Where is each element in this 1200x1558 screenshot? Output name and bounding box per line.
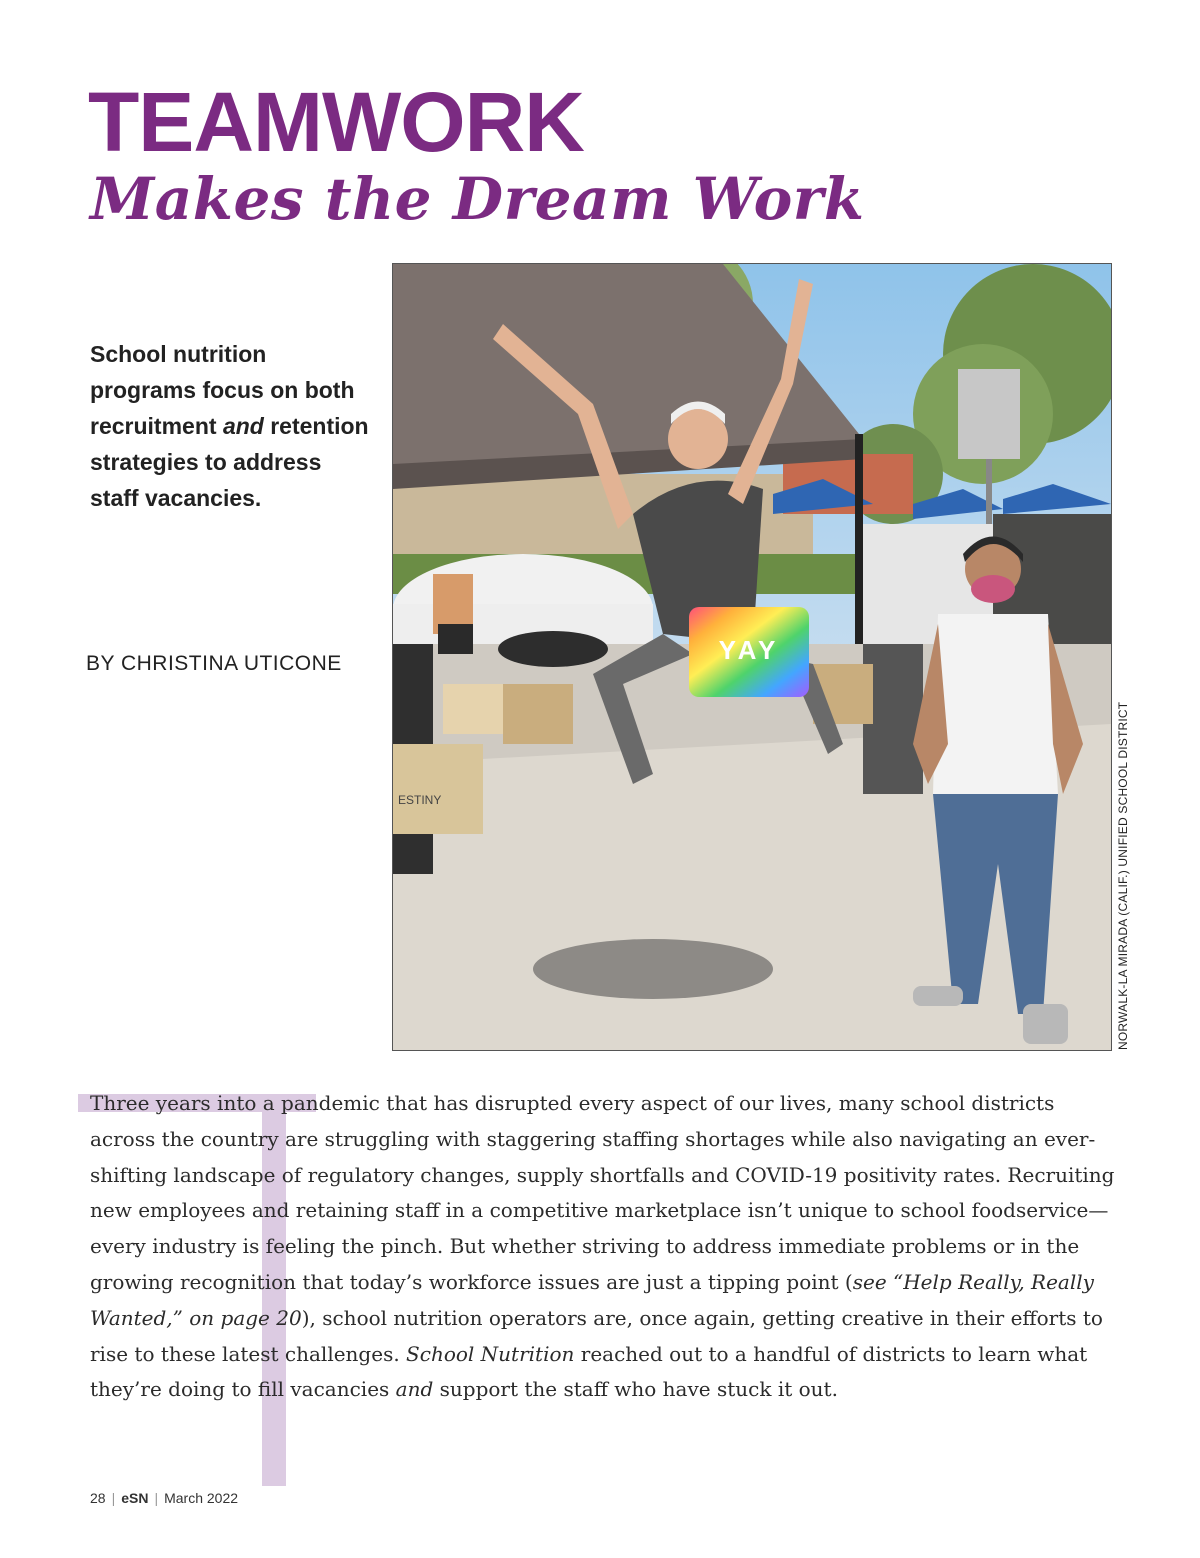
box-label: ESTINY: [398, 793, 442, 807]
issue-date: March 2022: [164, 1490, 239, 1506]
feature-photo: [392, 263, 1112, 1051]
footer-separator: |: [111, 1490, 116, 1506]
deck-summary: [90, 336, 370, 516]
article-body: [90, 1086, 1115, 1408]
yay-sign-text: YAY: [718, 635, 780, 665]
photo-jumping-staff-icon: [393, 264, 1111, 1050]
deck-emphasis: and: [222, 413, 264, 439]
page-number: 28: [90, 1490, 106, 1506]
publication-name: eSN: [121, 1490, 149, 1506]
footer-separator: |: [154, 1490, 159, 1506]
body-text-3: reached out to a handful of districts to learn what they’re doing to fill vacancies: [90, 1341, 1088, 1402]
deck-text-1: School nutrition programs focus on both recruitment: [90, 341, 355, 439]
body-publication-name: School Nutrition: [406, 1341, 575, 1366]
deck-text-2: retention strategies to address staff vacancies.: [90, 413, 369, 511]
photo-credit: NORWALK-LA MIRADA (CALIF.) UNIFIED SCHOOL DISTRICT: [1116, 701, 1130, 1050]
page-footer: [90, 1490, 238, 1506]
body-text-4: support the staff who have stuck it out.: [433, 1377, 838, 1402]
headline-subtitle: Makes the Dream Work: [90, 165, 865, 233]
body-emphasis: and: [395, 1377, 434, 1402]
body-text-1: Three years into a pandemic that has disrupted every aspect of our lives, many school districts across the country are struggling with staggering staffing shortages while also navigating an ever-shifting landscape of regulatory changes, supply shortfalls and COVID-19 positivity rates. Recruiting new employees and retaining staff in a competitive marketplace isn’t unique to school foodservice—every industry is feeling the pinch. But whether striving to address immediate problems or in the growing recognition that today’s workforce issues are just a tipping point (: [90, 1091, 1115, 1294]
body-text-2: ), school nutrition operators are, once again, getting creative in their efforts to rise to these latest challenges.: [90, 1305, 1103, 1366]
byline: BY CHRISTINA UTICONE: [86, 652, 342, 675]
headline-title: TEAMWORK: [88, 75, 584, 169]
body-cross-reference: see “Help Really, Really Wanted,” on page 20: [90, 1269, 1094, 1330]
